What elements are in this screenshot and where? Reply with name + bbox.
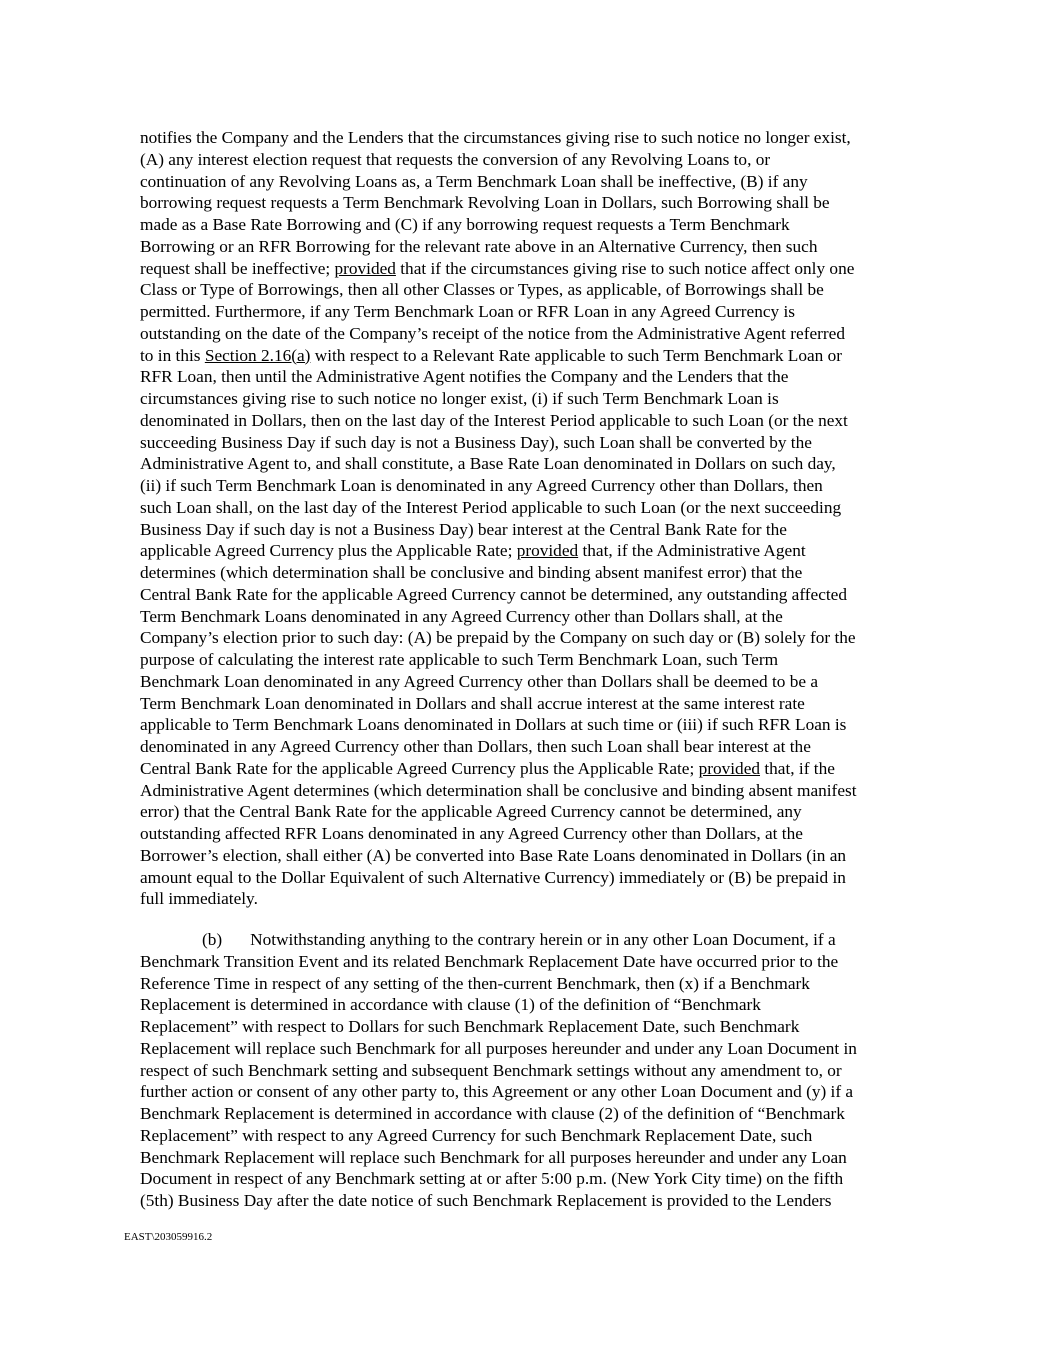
text-line: Benchmark Transition Event and its related Benchmark Replacement Date have occurred prior to the [140,951,839,971]
text-line [140,345,940,367]
text-segment: request shall be ineffective; [140,258,335,278]
text-line: Benchmark Loan denominated in any Agreed Currency other than Dollars shall be deemed to be a [140,671,819,691]
text-line: Company’s election prior to such day: (A) be prepaid by the Company on such day or (B) solely for the [140,628,856,648]
provided-underlined: provided [698,758,761,778]
document-id-footer: EAST\203059916.2 [124,1231,213,1243]
text-line: full immediately. [140,889,258,909]
provided-underlined: provided [334,258,396,278]
text-line [140,758,940,780]
text-line: Document in respect of any Benchmark setting at or after 5:00 p.m. (New York City time) on the fifth [140,1169,844,1189]
text-line: circumstances giving rise to such notice no longer exist, (i) if such Term Benchmark Loan is [140,389,779,408]
text-line: Term Benchmark Loans denominated in any Agreed Currency other than Dollars shall, at the [140,606,783,626]
text-line: Replacement” with respect to any Agreed Currency for such Benchmark Replacement Date, such [140,1125,813,1145]
text-line: purpose of calculating the interest rate applicable to such Term Benchmark Loan, such Term [140,650,779,669]
text-segment: with respect to a Relevant Rate applicable to such Term Benchmark Loan or [310,345,843,365]
text-line: Business Day if such day is not a Business Day) bear interest at the Central Bank Rate for the [140,519,787,539]
text-line: applicable to Term Benchmark Loans denominated in Dollars at such time or (iii) if such RFR Loan is [140,715,847,735]
text-line: (ii) if such Term Benchmark Loan is denominated in any Agreed Currency other than Dollars, then [140,476,823,495]
text-line: succeeding Business Day if such day is not a Business Day), such Loan shall be converted by the [140,432,812,452]
text-line: borrowing request requests a Term Benchmark Revolving Loan in Dollars, such Borrowing shall be [140,193,830,213]
text-line: Borrowing or an RFR Borrowing for the relevant rate above in an Alternative Currency, then such [140,236,818,256]
section-reference: Section 2.16(a) [204,345,311,365]
text-line: Administrative Agent determines (which determination shall be conclusive and binding absent manifest [140,780,857,800]
text-line: RFR Loan, then until the Administrative Agent notifies the Company and the Lenders that the [140,367,789,387]
text-segment: that, if the Administrative Agent [578,541,806,561]
text-line: such Loan shall, on the last day of the Interest Period applicable to such Loan (or the next succeeding [140,497,842,517]
text-line: continuation of any Revolving Loans as, a Term Benchmark Loan shall be ineffective, (B) if any [140,171,808,191]
text-line: denominated in Dollars, then on the last day of the Interest Period applicable to such Loan (or the next [140,410,848,430]
text-line: notifies the Company and the Lenders that the circumstances giving rise to such notice no longer exist, [140,128,851,147]
text-line: made as a Base Rate Borrowing and (C) if any borrowing request requests a Term Benchmark [140,215,790,234]
text-line: (5th) Business Day after the date notice of such Benchmark Replacement is provided to the Lenders [140,1191,832,1210]
text-line [140,258,940,280]
text-segment: applicable Agreed Currency plus the Applicable Rate; [140,541,517,561]
text-line: outstanding affected RFR Loans denominated in any Agreed Currency other than Dollars, at the [140,824,803,843]
text-line: Replacement will replace such Benchmark for all purposes hereunder and under any Loan Document in [140,1038,857,1058]
text-line: error) that the Central Bank Rate for the applicable Agreed Currency cannot be determined, any [140,802,802,822]
text-segment: that, if the [760,758,835,778]
text-line [140,540,940,562]
paragraph-label: (b) [202,930,223,949]
text-segment: Central Bank Rate for the applicable Agreed Currency plus the Applicable Rate; [140,758,699,778]
text-segment: that if the circumstances giving rise to such notice affect only one [395,258,855,278]
text-line: Class or Type of Borrowings, then all other Classes or Types, as applicable, of Borrowings shall be [140,280,824,300]
text-line: outstanding on the date of the Company’s receipt of the notice from the Administrative Agent referred [140,323,845,343]
paragraph-a-continuation [140,127,940,910]
text-line: denominated in any Agreed Currency other than Dollars, then such Loan shall bear interest at the [140,737,811,756]
text-segment: to in this [140,345,205,365]
text-line: Replacement” with respect to Dollars for such Benchmark Replacement Date, such Benchmark [140,1017,800,1036]
text-line: Central Bank Rate for the applicable Agreed Currency cannot be determined, any outstanding affected [140,584,847,604]
text-line: permitted. Furthermore, if any Term Benchmark Loan or RFR Loan in any Agreed Currency is [140,302,795,321]
text-line: Borrower’s election, shall either (A) be converted into Base Rate Loans denominated in Dollars (in an [140,845,847,865]
text-line: further action or consent of any other party to, this Agreement or any other Loan Document and (y) if a [140,1082,854,1102]
text-line: amount equal to the Dollar Equivalent of such Alternative Currency) immediately or (B) be prepaid in [140,867,846,887]
text-line: Replacement is determined in accordance with clause (1) of the definition of “Benchmark [140,995,761,1015]
text-line: Administrative Agent to, and shall constitute, a Base Rate Loan denominated in Dollars on such day, [140,454,836,474]
text-line: Benchmark Replacement will replace such Benchmark for all purposes hereunder and under any Loan [140,1147,847,1167]
paragraph-b [140,929,940,1212]
provided-underlined: provided [516,541,579,561]
text-line: Benchmark Replacement is determined in accordance with clause (2) of the definition of “Benchmark [140,1104,845,1123]
text-segment: Notwithstanding anything to the contrary herein or in any other Loan Document, if a [250,930,836,949]
text-line: determines (which determination shall be conclusive and binding absent manifest error) that the [140,563,803,582]
text-line [140,929,940,951]
text-line: (A) any interest election request that requests the conversion of any Revolving Loans to, or [140,149,771,169]
text-line: Term Benchmark Loan denominated in Dollars and shall accrue interest at the same interest rate [140,693,805,713]
text-line: respect of such Benchmark setting and subsequent Benchmark settings without any amendment to, or [140,1060,842,1080]
text-line: Reference Time in respect of any setting of the then-current Benchmark, then (x) if a Benchmark [140,973,810,993]
